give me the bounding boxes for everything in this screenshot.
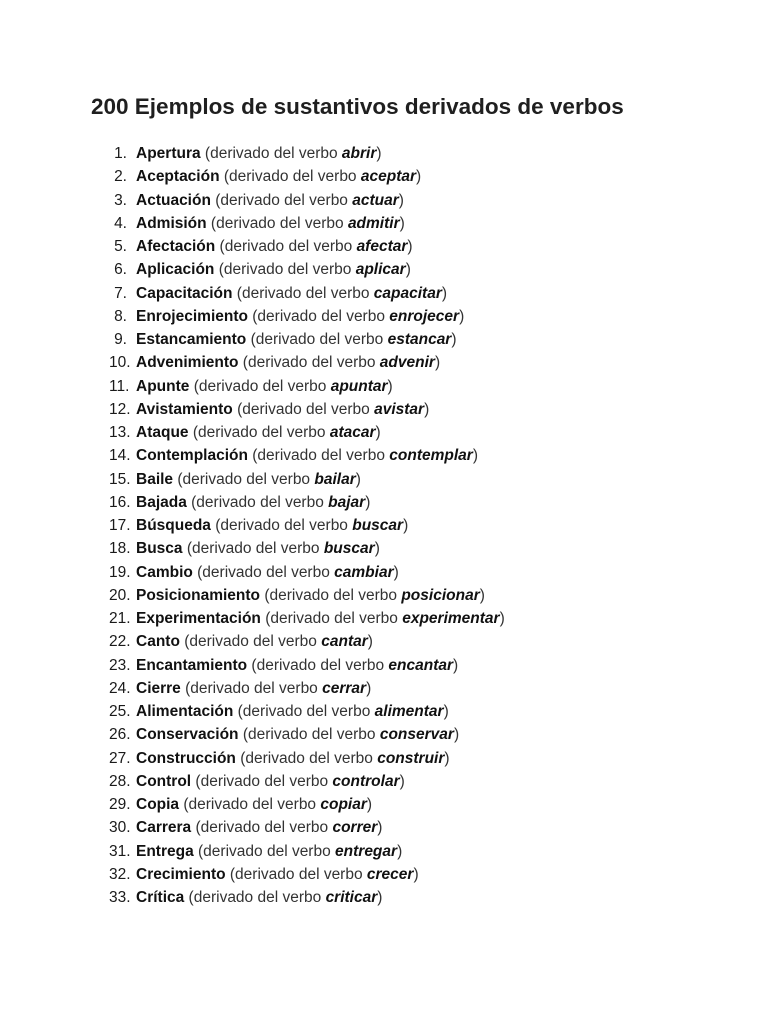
list-item	[0, 282, 768, 305]
verb-term: bajar	[328, 493, 366, 511]
item-number: 26.	[109, 726, 131, 744]
derived-phrase: (derivado del verbo	[246, 331, 388, 348]
verb-term: correr	[332, 819, 378, 837]
noun-term: Aplicación	[136, 261, 215, 279]
noun-list	[0, 142, 768, 909]
noun-term: Cierre	[136, 679, 181, 697]
item-text	[136, 863, 419, 886]
item-text	[136, 305, 464, 328]
item-number: 14.	[109, 447, 131, 465]
item-text	[136, 886, 382, 909]
derived-phrase: (derivado del verbo	[192, 563, 335, 581]
noun-term: Baile	[136, 470, 174, 488]
noun-term: Bajada	[136, 493, 187, 511]
derived-phrase: (derivado del verbo	[184, 889, 326, 906]
verb-term: capacitar	[373, 284, 442, 302]
verb-term: apuntar	[330, 377, 388, 395]
verb-term: aceptar	[360, 168, 417, 186]
closing-paren: )	[479, 586, 485, 604]
list-item	[0, 421, 768, 444]
list-item	[0, 654, 768, 677]
item-number: 1.	[114, 145, 127, 162]
derived-phrase: (derivado del verbo	[232, 400, 375, 418]
noun-term: Conservación	[136, 726, 239, 744]
derived-phrase: (derivado del verbo	[238, 354, 380, 372]
item-number: 13.	[109, 424, 131, 441]
closing-paren: )	[387, 377, 393, 395]
item-text	[136, 282, 447, 305]
item-number: 3.	[114, 191, 127, 209]
noun-term: Control	[136, 772, 192, 790]
verb-term: crecer	[366, 865, 414, 883]
noun-term: Crecimiento	[136, 865, 226, 883]
item-number: 4.	[114, 214, 127, 232]
verb-term: controlar	[332, 772, 400, 790]
derived-phrase: (derivado del verbo	[233, 703, 375, 720]
derived-phrase: (derivado del verbo	[179, 633, 322, 651]
verb-term: conservar	[379, 726, 454, 744]
derived-phrase: (derivado del verbo	[247, 656, 389, 674]
noun-term: Capacitación	[136, 284, 233, 302]
closing-paren: )	[375, 424, 381, 441]
closing-paren: )	[393, 563, 399, 581]
list-item	[0, 561, 768, 584]
item-text	[136, 328, 457, 351]
closing-paren: )	[451, 331, 457, 348]
noun-term: Posicionamiento	[136, 586, 261, 604]
list-item	[0, 863, 768, 886]
item-text	[136, 514, 408, 537]
list-item	[0, 747, 768, 770]
verb-term: advenir	[379, 354, 435, 372]
list-item	[0, 142, 768, 165]
item-number: 15.	[109, 470, 131, 488]
noun-term: Admisión	[136, 214, 207, 232]
verb-term: aplicar	[355, 261, 406, 279]
list-item	[0, 677, 768, 700]
derived-phrase: (derivado del verbo	[210, 191, 353, 209]
closing-paren: )	[472, 447, 478, 465]
noun-term: Crítica	[136, 889, 185, 906]
list-item	[0, 165, 768, 188]
derived-phrase: (derivado del verbo	[180, 679, 323, 697]
item-number: 8.	[114, 307, 127, 325]
item-text	[136, 189, 404, 212]
derived-phrase: (derivado del verbo	[247, 447, 390, 465]
item-number: 33.	[109, 889, 131, 906]
list-item	[0, 607, 768, 630]
page-title: 200 Ejemplos de sustantivos derivados de verbos	[91, 94, 624, 119]
item-number: 21.	[109, 610, 131, 627]
list-item	[0, 514, 768, 537]
closing-paren: )	[398, 191, 404, 209]
closing-paren: )	[424, 400, 430, 418]
verb-term: buscar	[352, 517, 404, 534]
noun-term: Búsqueda	[136, 517, 211, 534]
derived-phrase: (derivado del verbo	[247, 307, 390, 325]
noun-term: Apunte	[136, 377, 190, 395]
item-number: 12.	[109, 400, 131, 418]
noun-term: Carrera	[136, 819, 192, 837]
item-number: 16.	[109, 493, 131, 511]
closing-paren: )	[453, 726, 460, 744]
closing-paren: )	[459, 307, 465, 325]
derived-phrase: (derivado del verbo	[191, 772, 333, 790]
verb-term: buscar	[323, 540, 375, 558]
derived-phrase: (derivado del verbo	[219, 168, 361, 186]
closing-paren: )	[434, 354, 441, 372]
noun-term: Entrega	[136, 842, 194, 860]
closing-paren: )	[366, 679, 372, 697]
verb-term: experimentar	[402, 610, 500, 627]
list-item	[0, 630, 768, 653]
list-item	[0, 444, 768, 467]
derived-phrase: (derivado del verbo	[182, 540, 324, 558]
verb-term: alimentar	[374, 703, 444, 720]
verb-term: abrir	[341, 145, 377, 162]
list-item	[0, 468, 768, 491]
noun-term: Busca	[136, 540, 183, 558]
noun-term: Copia	[136, 796, 180, 813]
item-text	[136, 398, 429, 421]
item-number: 22.	[109, 633, 131, 651]
derived-phrase: (derivado del verbo	[260, 610, 403, 627]
closing-paren: )	[443, 703, 449, 720]
closing-paren: )	[441, 284, 448, 302]
closing-paren: )	[499, 610, 505, 627]
item-text	[136, 537, 380, 560]
item-text	[136, 584, 485, 607]
closing-paren: )	[405, 261, 411, 279]
derived-phrase: (derivado del verbo	[191, 819, 333, 837]
verb-term: atacar	[329, 424, 376, 441]
item-text	[136, 607, 505, 630]
item-number: 20.	[109, 586, 131, 604]
derived-phrase: (derivado del verbo	[186, 493, 329, 511]
list-item	[0, 398, 768, 421]
list-item	[0, 305, 768, 328]
verb-term: cantar	[321, 633, 368, 651]
item-number: 11.	[109, 377, 130, 395]
closing-paren: )	[453, 656, 459, 674]
list-item	[0, 816, 768, 839]
item-text	[136, 723, 459, 746]
verb-term: posicionar	[401, 586, 480, 604]
noun-term: Contemplación	[136, 447, 248, 465]
item-text	[136, 561, 399, 584]
item-text	[136, 491, 370, 514]
noun-term: Ataque	[136, 424, 189, 441]
item-number: 32.	[109, 865, 131, 883]
item-text	[136, 142, 382, 165]
list-item	[0, 351, 768, 374]
closing-paren: )	[413, 865, 419, 883]
list-item	[0, 700, 768, 723]
list-item	[0, 491, 768, 514]
verb-term: criticar	[325, 889, 378, 906]
list-item	[0, 328, 768, 351]
item-number: 23.	[109, 656, 131, 674]
list-item	[0, 793, 768, 816]
closing-paren: )	[377, 889, 383, 906]
closing-paren: )	[377, 819, 383, 837]
item-number: 10.	[109, 354, 131, 372]
verb-term: encantar	[388, 656, 454, 674]
verb-term: admitir	[347, 214, 400, 232]
verb-term: contemplar	[389, 447, 473, 465]
noun-term: Encantamiento	[136, 656, 248, 674]
noun-term: Actuación	[136, 191, 211, 209]
item-number: 17.	[109, 517, 131, 534]
derived-phrase: (derivado del verbo	[188, 424, 330, 441]
item-number: 18.	[109, 540, 131, 558]
noun-term: Estancamiento	[136, 331, 247, 348]
verb-term: actuar	[352, 191, 399, 209]
list-item	[0, 584, 768, 607]
item-number: 5.	[114, 238, 127, 255]
verb-term: cambiar	[334, 563, 394, 581]
verb-term: avistar	[374, 400, 425, 418]
item-number: 27.	[109, 749, 131, 767]
verb-term: bailar	[314, 470, 356, 488]
derived-phrase: (derivado del verbo	[193, 842, 336, 860]
closing-paren: )	[365, 493, 371, 511]
item-text	[136, 421, 381, 444]
derived-phrase: (derivado del verbo	[260, 586, 402, 604]
list-item	[0, 723, 768, 746]
item-text	[136, 793, 372, 816]
verb-term: cerrar	[322, 679, 367, 697]
closing-paren: )	[397, 842, 403, 860]
closing-paren: )	[399, 772, 405, 790]
derived-phrase: (derivado del verbo	[215, 238, 357, 255]
noun-term: Construcción	[136, 749, 236, 767]
item-text	[136, 165, 421, 188]
list-item	[0, 840, 768, 863]
closing-paren: )	[399, 214, 405, 232]
noun-term: Apertura	[136, 145, 201, 162]
verb-term: estancar	[387, 331, 452, 348]
derived-phrase: (derivado del verbo	[179, 796, 321, 813]
item-text	[136, 770, 405, 793]
list-item	[0, 375, 768, 398]
item-number: 25.	[109, 703, 131, 720]
noun-term: Experimentación	[136, 610, 261, 627]
item-text	[136, 468, 361, 491]
closing-paren: )	[374, 540, 380, 558]
item-text	[136, 840, 402, 863]
derived-phrase: (derivado del verbo	[225, 865, 367, 883]
item-text	[136, 444, 478, 467]
list-item	[0, 189, 768, 212]
verb-term: afectar	[356, 238, 408, 255]
noun-term: Cambio	[136, 563, 193, 581]
item-text	[136, 212, 405, 235]
item-number: 7.	[114, 284, 127, 302]
derived-phrase: (derivado del verbo	[200, 145, 342, 162]
derived-phrase: (derivado del verbo	[232, 284, 374, 302]
derived-phrase: (derivado del verbo	[189, 377, 331, 395]
item-text	[136, 816, 382, 839]
derived-phrase: (derivado del verbo	[238, 726, 380, 744]
item-text	[136, 351, 440, 374]
item-text	[136, 747, 450, 770]
list-item	[0, 770, 768, 793]
verb-term: enrojecer	[389, 307, 460, 325]
derived-phrase: (derivado del verbo	[235, 749, 378, 767]
item-number: 30.	[109, 819, 131, 837]
verb-term: copiar	[320, 796, 367, 813]
noun-term: Canto	[136, 633, 180, 651]
derived-phrase: (derivado del verbo	[206, 214, 348, 232]
closing-paren: )	[376, 145, 382, 162]
list-item	[0, 886, 768, 909]
derived-phrase: (derivado del verbo	[210, 517, 353, 534]
list-item	[0, 258, 768, 281]
closing-paren: )	[355, 470, 361, 488]
derived-phrase: (derivado del verbo	[173, 470, 315, 488]
item-text	[136, 654, 458, 677]
item-number: 28.	[109, 772, 131, 790]
noun-term: Afectación	[136, 238, 216, 255]
item-number: 29.	[109, 796, 131, 813]
list-item	[0, 537, 768, 560]
verb-term: construir	[377, 749, 445, 767]
closing-paren: )	[366, 796, 373, 813]
noun-term: Enrojecimiento	[136, 307, 248, 325]
list-item	[0, 212, 768, 235]
item-number: 24.	[109, 679, 131, 697]
noun-term: Alimentación	[136, 703, 234, 720]
verb-term: entregar	[335, 842, 398, 860]
list-item	[0, 235, 768, 258]
item-text	[136, 235, 413, 258]
item-text	[136, 700, 449, 723]
item-number: 9.	[114, 331, 127, 348]
closing-paren: )	[367, 633, 373, 651]
closing-paren: )	[444, 749, 450, 767]
closing-paren: )	[416, 168, 422, 186]
item-text	[136, 677, 371, 700]
noun-term: Avistamiento	[136, 400, 233, 418]
item-text	[136, 258, 411, 281]
item-number: 6.	[114, 261, 127, 279]
derived-phrase: (derivado del verbo	[214, 261, 356, 279]
noun-term: Aceptación	[136, 168, 220, 186]
item-text	[136, 375, 393, 398]
item-number: 2.	[114, 168, 127, 186]
noun-term: Advenimiento	[136, 354, 239, 372]
item-number: 31.	[109, 842, 131, 860]
closing-paren: )	[403, 517, 409, 534]
item-number: 19.	[109, 563, 131, 581]
item-text	[136, 630, 373, 653]
closing-paren: )	[407, 238, 413, 255]
